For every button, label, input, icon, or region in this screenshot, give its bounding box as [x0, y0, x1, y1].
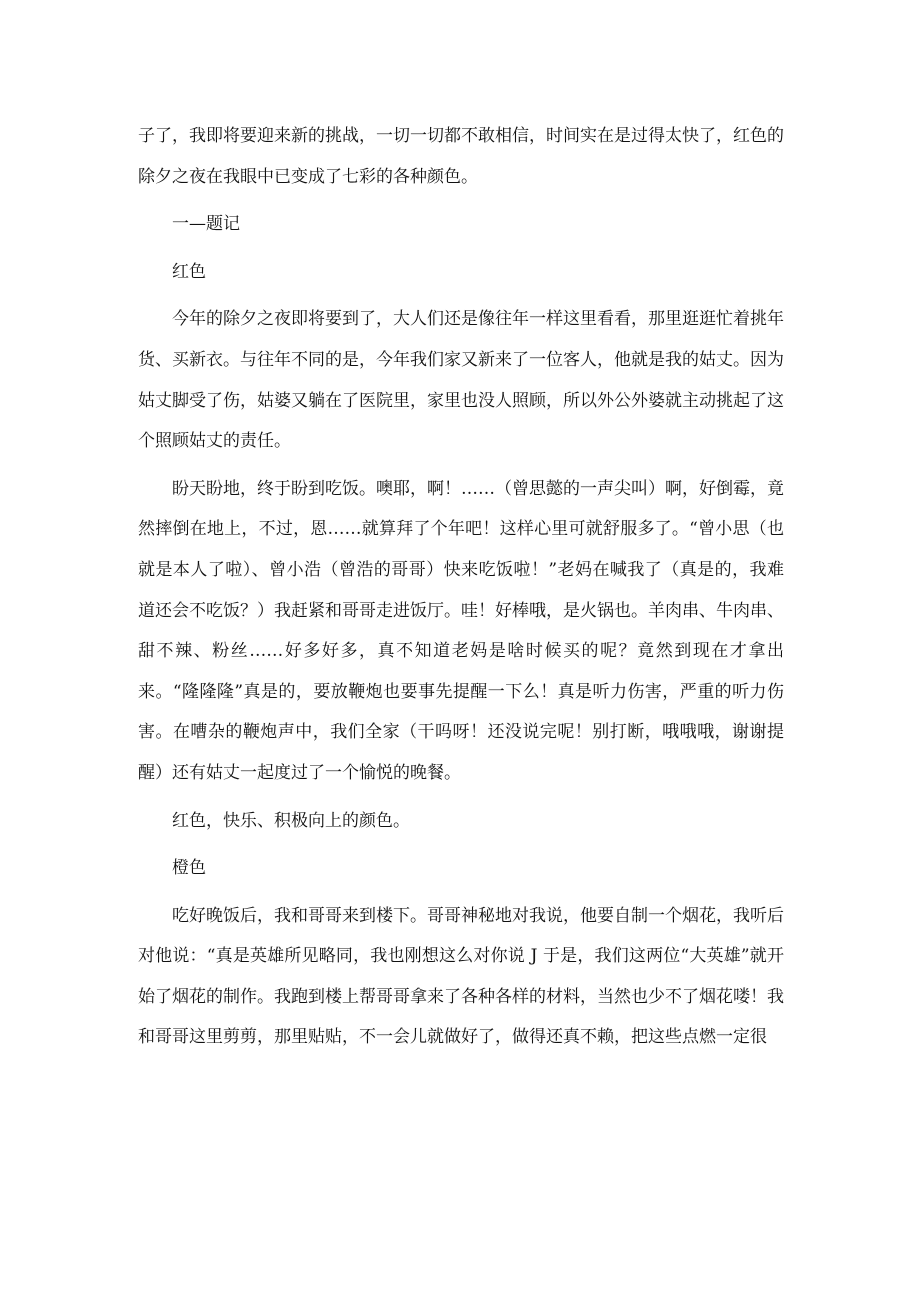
paragraph-red-1: 今年的除夕之夜即将要到了，大人们还是像往年一样这里看看，那里逛逛忙着挑年货、买新衣。与往年不同的是，今年我们家又新来了一位客人，他就是我的姑丈。因为姑丈脚受了伤，姑婆又躺在了医院里，家里也没人照顾，所以外公外婆就主动挑起了这个照顾姑丈的责任。	[138, 309, 784, 452]
paragraph-red-summary: 红色，快乐、积极向上的颜色。	[172, 810, 410, 831]
section-heading-orange: 橙色	[172, 858, 206, 879]
paragraph-red-2: 盼天盼地，终于盼到吃饭。噢耶，啊！……（曾思懿的一声尖叫）啊，好倒霉，竟然摔倒在地上，不过，恩……就算拜了个年吧！这样心里可就舒服多了。“曾小思（也就是本人了啦）、曾小浩（曾浩的哥哥）快来吃饭啦！”老妈在喊我了（真是的，我难道还会不吃饭？）我赶紧和哥哥走进饭厅。哇！好棒哦，是火锅也。羊肉串、牛肉串、甜不辣、粉丝……好多好多，真不知道老妈是啥时候买的呢？竟然到现在才拿出来。“隆隆隆”真是的，要放鞭炮也要事先提醒一下么！真是听力伤害，严重的听力伤害。在嘈杂的鞭炮声中，我们全家（干吗呀！还没说完呢！别打断，哦哦哦，谢谢提醒）还有姑丈一起度过了一个愉悦的晚餐。	[138, 478, 784, 783]
paragraph-epigraph-note: 一—题记	[172, 214, 240, 235]
document-body	[138, 116, 784, 1065]
paragraph-opening: 子了，我即将要迎来新的挑战，一切一切都不敢相信，时间实在是过得太快了，红色的除夕之夜在我眼中已变成了七彩的各种颜色。	[138, 126, 784, 187]
section-heading-red: 红色	[172, 261, 206, 282]
paragraph-orange-1: 吃好晚饭后，我和哥哥来到楼下。哥哥神秘地对我说，他要自制一个烟花，我听后对他说：“真是英雄所见略同，我也刚想这么对你说 J 于是，我们这两位“大英雄”就开始了烟花的制作。我跑到楼上帮哥哥拿来了各种各样的材料，当然也少不了烟花喽！我和哥哥这里剪剪，那里贴贴，不一会儿就做好了，做得还真不赖，把这些点燃一定很	[138, 905, 784, 1048]
